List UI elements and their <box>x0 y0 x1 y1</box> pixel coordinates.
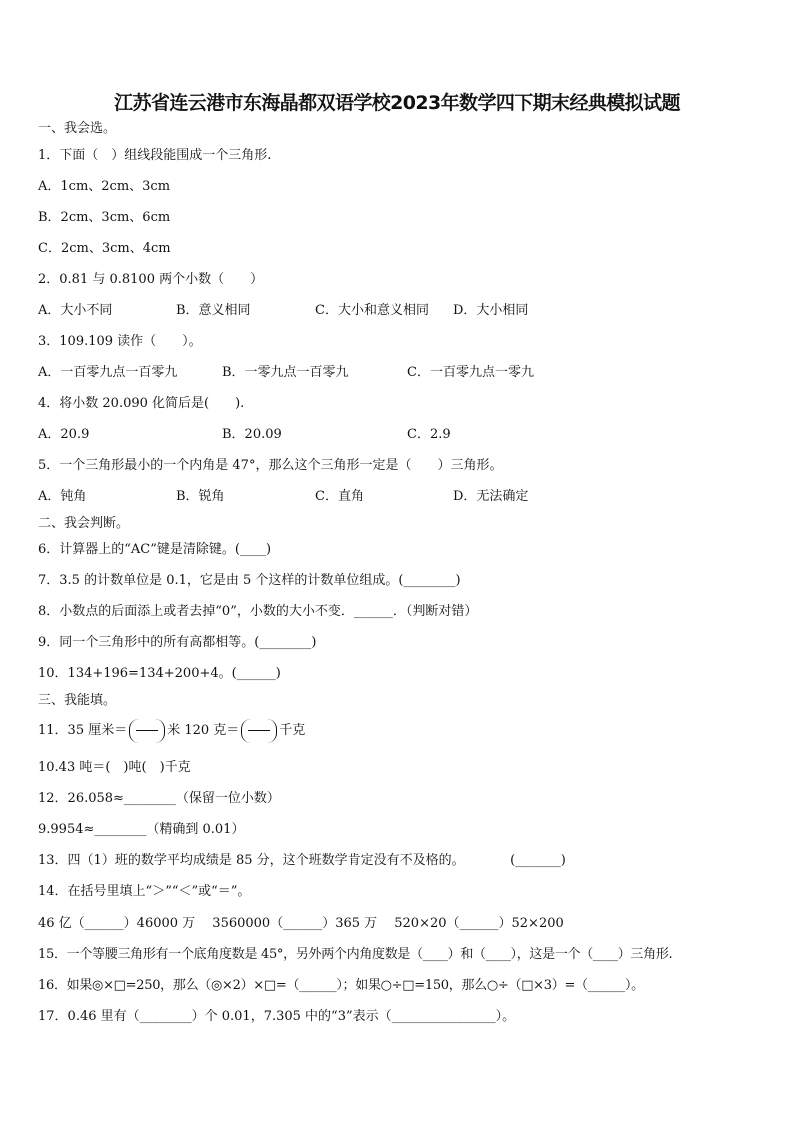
question-11-part1: 11．35 厘米＝ <box>38 723 128 738</box>
question-11-unit1: 米 120 克＝ <box>167 723 240 738</box>
question-7: 7．3.5 的计数单位是 0.1，它是由 5 个这样的计数单位组成。(________) <box>38 573 461 588</box>
question-15: 15．一个等腰三角形有一个底角度数是 45°，另外两个内角度数是（____）和（____），这是一个（____）三角形. <box>38 947 673 962</box>
question-2-option-d: D．大小相同 <box>453 303 529 318</box>
page-title: 江苏省连云港市东海晶都双语学校2023年数学四下期末经典模拟试题 <box>114 92 680 114</box>
question-9: 9．同一个三角形中的所有高都相等。(________) <box>38 635 317 650</box>
question-10: 10．134+196=134+200+4。(______) <box>38 666 281 681</box>
fraction-blank-1[interactable] <box>129 719 165 743</box>
question-1-option-c: C．2cm、3cm、4cm <box>38 241 171 256</box>
section-heading-choose: 一、我会选。 <box>38 121 117 136</box>
question-8: 8．小数点的后面添上或者去掉“0”，小数的大小不变．______．（判断对错） <box>38 604 478 619</box>
question-4-option-c: C．2.9 <box>407 427 451 442</box>
question-4-option-b: B．20.09 <box>222 427 282 442</box>
question-12-part2: 9.9954≈________（精确到 0.01） <box>38 822 245 837</box>
question-1-option-b: B．2cm、3cm、6cm <box>38 210 171 225</box>
question-11-part2: 10.43 吨＝( )吨( )千克 <box>38 760 191 775</box>
question-5-option-d: D．无法确定 <box>453 489 529 504</box>
question-1-option-a: A．1cm、2cm、3cm <box>38 179 171 194</box>
question-11-unit2: 千克 <box>279 723 306 738</box>
question-6: 6．计算器上的“AC”键是清除键。(____) <box>38 542 272 557</box>
question-13: 13．四（1）班的数学平均成绩是 85 分，这个班数学肯定没有不及格的。 (_______) <box>38 853 566 868</box>
section-heading-fill: 三、我能填。 <box>38 693 117 708</box>
question-4-stem: 4．将小数 20.090 化简后是( ). <box>38 396 245 411</box>
question-16: 16．如果◎×□=250，那么（◎×2）×□=（______）；如果○÷□=150，那么○÷（□×3）=（______）。 <box>38 978 644 993</box>
fraction-blank-2[interactable] <box>241 719 277 743</box>
question-12: 12．26.058≈________（保留一位小数） <box>38 791 280 806</box>
question-2-stem: 2．0.81 与 0.8100 两个小数（ ） <box>38 272 264 287</box>
question-2-option-c: C．大小和意义相同 <box>315 303 429 318</box>
question-4-option-a: A．20.9 <box>38 427 90 442</box>
question-5-stem: 5．一个三角形最小的一个内角是 47°，那么这个三角形一定是（ ）三角形。 <box>38 458 503 473</box>
question-5-option-a: A．钝角 <box>38 489 87 504</box>
question-11 <box>38 718 305 744</box>
question-5-option-c: C．直角 <box>315 489 364 504</box>
question-3-option-a: A．一百零九点一百零九 <box>38 365 178 380</box>
question-3-option-c: C．一百零九点一零九 <box>407 365 534 380</box>
question-5-option-b: B．锐角 <box>176 489 225 504</box>
question-2-option-b: B．意义相同 <box>176 303 251 318</box>
question-1-stem: 1．下面（ ）组线段能围成一个三角形. <box>38 148 272 163</box>
question-17: 17．0.46 里有（________）个 0.01，7.305 中的“3”表示（________________）。 <box>38 1009 516 1024</box>
question-3-option-b: B．一零九点一百零九 <box>222 365 349 380</box>
question-3-stem: 3．109.109 读作（ ）。 <box>38 334 202 349</box>
question-2-option-a: A．大小不同 <box>38 303 113 318</box>
question-14-comparisons: 46 亿（______）46000 万 3560000（______）365 万 520×20（______）52×200 <box>38 916 564 931</box>
question-14: 14．在括号里填上“＞”“＜”或“＝”。 <box>38 884 251 899</box>
section-heading-judge: 二、我会判断。 <box>38 516 130 531</box>
